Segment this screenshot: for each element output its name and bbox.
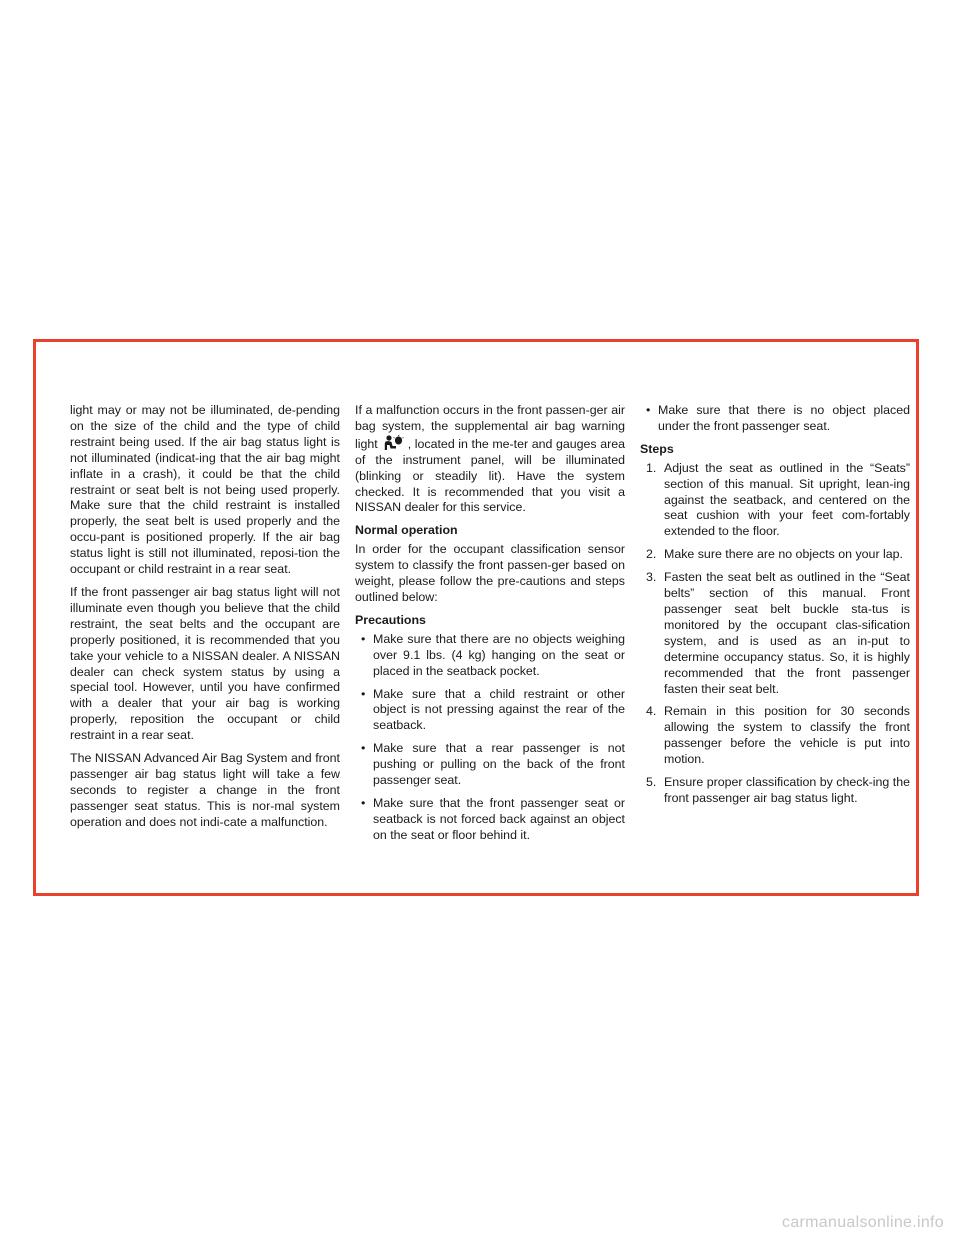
list-item: • Make sure that the front passenger seat or seatback is not forced back against an object on the seat or floor behind it. (355, 796, 625, 844)
column-right (640, 403, 910, 851)
step-item (640, 775, 910, 807)
step-item (640, 461, 910, 541)
airbag-warning-icon (382, 435, 404, 451)
paragraph-dealer-check: If the front passenger air bag status light will not illuminate even though you believe that the child restraint, the seat belts and the occupant are properly positioned, it is recommended that you take your vehicle to a NISSAN dealer. A NISSAN dealer can check system status by using a special tool. However, until you have confirmed with a dealer that your air bag is working properly, reposition the occupant or child restraint in a rear seat. (70, 584, 340, 743)
step-number: 4. (646, 704, 657, 719)
heading-steps: Steps (640, 441, 674, 456)
list-item: • Make sure that a child restraint or other object is not pressing against the rear of the seatback. (355, 687, 625, 735)
column-middle (355, 403, 625, 851)
page-frame (33, 339, 919, 896)
step-text: Ensure proper classification by check-ing the front passenger air bag status light. (664, 775, 910, 805)
paragraph-malfunction (355, 403, 625, 516)
step-text: Adjust the seat as outlined in the “Seats” section of this manual. Sit upright, lean-ing against the seatback, and centered on the seat cushion with your feet com-fortably extended to the floor. (664, 460, 910, 539)
step-item (640, 570, 910, 697)
paragraph-classification: In order for the occupant classification sensor system to classify the front passen-ger based on weight, please follow the pre-cautions and steps outlined below: (355, 542, 625, 604)
step-text: Make sure there are no objects on your lap. (664, 547, 903, 562)
list-item: • Make sure that there are no objects weighing over 9.1 lbs. (4 kg) hanging on the seat or placed in the seatback pocket. (355, 632, 625, 680)
precautions-list-continued (640, 403, 910, 435)
malfunction-text-before: If a malfunction occurs in the front passen-ger air bag system, the supplemental air bag warning light (355, 403, 625, 451)
step-number: 1. (646, 460, 657, 475)
steps-list (640, 461, 910, 807)
step-number: 2. (646, 547, 657, 562)
text-columns (70, 403, 910, 851)
step-text: Remain in this position for 30 seconds allowing the system to classify the front passenger before the vehicle is put into motion. (664, 704, 910, 767)
step-item (640, 547, 910, 563)
heading-normal-operation: Normal operation (355, 523, 458, 538)
heading-precautions: Precautions (355, 612, 426, 627)
step-number: 5. (646, 775, 657, 790)
paragraph-register-change: The NISSAN Advanced Air Bag System and front passenger air bag status light will take a few seconds to register a change in the front passenger seat status. This is nor-mal system operation and does not indi-cate a malfunction. (70, 751, 340, 829)
watermark-link[interactable]: carmanualsonline.info (782, 1214, 944, 1231)
column-left (70, 403, 340, 851)
paragraph-status-light-not-illuminated: light may or may not be illuminated, de-pending on the size of the child and the type of child restraint being used. If the air bag status light is not illuminated (indicat-ing that the air bag might inflate in a crash), it could be that the child restraint or seat belt is not being used properly. Make sure that the child restraint is installed properly, the seat belt is used properly and the occu-pant is positioned properly. If the air bag status light is still not illuminated, reposi-tion the occupant or child restraint in a rear seat. (70, 403, 340, 577)
malfunction-text-after: , located in the me-ter and gauges area of the instrument panel, will be illuminated (blinking or steadily lit). Have the system checked. It is recommended that you visit a NISSAN dealer for this service. (355, 436, 625, 515)
list-item: • Make sure that a rear passenger is not pushing or pulling on the back of the front passenger seat. (355, 741, 625, 789)
precautions-list (355, 632, 625, 844)
step-item (640, 704, 910, 768)
step-number: 3. (646, 570, 657, 585)
step-text: Fasten the seat belt as outlined in the “Seat belts” section of this manual. Front passenger seat belt buckle sta-tus is monitored by the occupant clas-sification system, and is used as an in-put to determine occupancy status. So, it is highly recommended that the front passenger fasten their seat belt. (664, 570, 910, 696)
list-item: • Make sure that there is no object placed under the front passenger seat. (640, 403, 910, 435)
